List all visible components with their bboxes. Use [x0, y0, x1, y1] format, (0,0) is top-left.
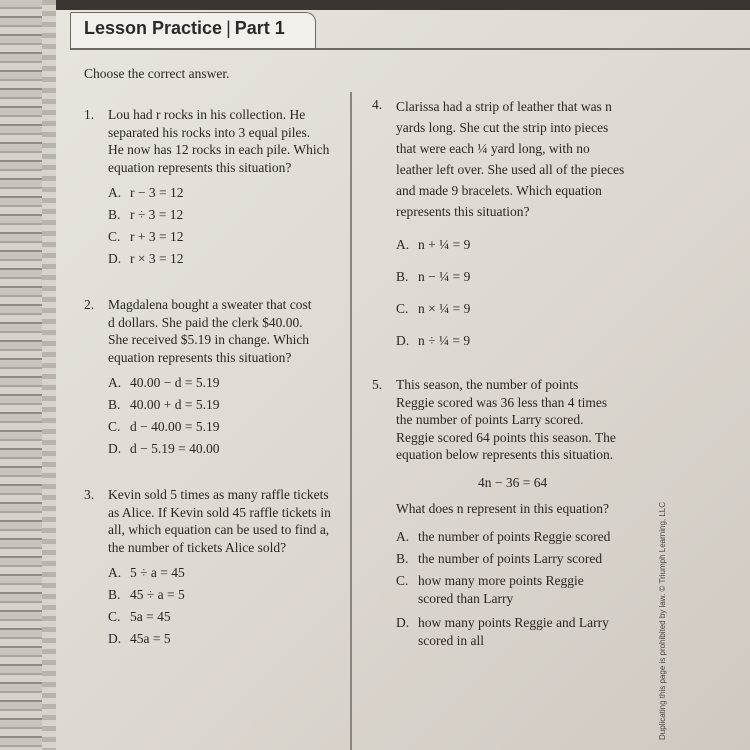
option-text: the number of points Reggie scored: [418, 529, 611, 544]
option-text: 40.00 + d = 5.19: [130, 397, 220, 412]
question-line: separated his rocks into 3 equal piles.: [108, 124, 311, 140]
question-line: equation represents this situation?: [108, 349, 292, 365]
question-prompt: What does n represent in this equation?: [396, 501, 609, 516]
option-text: d − 40.00 = 5.19: [130, 419, 220, 434]
option-text: n + ¼ = 9: [418, 237, 471, 252]
option-a[interactable]: [108, 374, 219, 396]
option-letter: C.: [108, 609, 121, 624]
answer-options: [396, 528, 610, 656]
question-line: all, which equation can be used to find a,: [108, 522, 330, 537]
option-d[interactable]: [396, 614, 610, 656]
question-number: 4.: [372, 97, 383, 112]
option-text: the number of points Larry scored: [418, 551, 603, 566]
question-line: He now has 12 rocks in each pile. Which: [108, 142, 330, 157]
title-separator: |: [226, 18, 231, 38]
option-letter: D.: [108, 631, 122, 646]
option-a[interactable]: [108, 564, 185, 586]
option-c[interactable]: [396, 572, 610, 614]
answer-options: [396, 236, 470, 364]
question-line: equation below represents this situation.: [396, 447, 614, 462]
option-letter: B.: [396, 551, 409, 566]
header-rule: [70, 48, 750, 50]
question-line: equation represents this situation?: [108, 159, 292, 175]
question-text: [108, 296, 312, 366]
option-c[interactable]: [396, 300, 470, 332]
option-text: d − 5.19 = 40.00: [130, 441, 220, 456]
question-line: the number of points Larry scored.: [396, 412, 584, 427]
option-letter: A.: [396, 529, 410, 544]
option-text: 45a = 5: [130, 631, 171, 646]
option-text-continued: scored in all: [418, 632, 484, 648]
instruction-text: Choose the correct answer.: [84, 66, 230, 81]
option-letter: A.: [108, 565, 122, 580]
option-letter: D.: [396, 333, 410, 348]
question-line: Magdalena bought a sweater that cost: [108, 297, 312, 312]
option-d[interactable]: [108, 440, 219, 462]
option-b[interactable]: [108, 586, 185, 608]
option-a[interactable]: [396, 528, 610, 550]
option-text: 5a = 45: [130, 609, 171, 624]
question-line: and made 9 bracelets. Which equation: [396, 183, 602, 198]
option-text: n − ¼ = 9: [418, 269, 471, 284]
option-b[interactable]: [396, 550, 610, 572]
answer-options: [108, 184, 183, 272]
question-line: Lou had r rocks in his collection. He: [108, 107, 306, 122]
option-text-continued: scored than Larry: [418, 590, 514, 606]
question-text: [108, 486, 331, 556]
question-line: d dollars. She paid the clerk $40.00.: [108, 314, 303, 330]
option-b[interactable]: [108, 206, 183, 228]
question-line: yards long. She cut the strip into pieces: [396, 120, 609, 135]
option-c[interactable]: [108, 608, 185, 630]
option-letter: A.: [108, 375, 122, 390]
answer-options: [108, 374, 219, 462]
option-text: 40.00 − d = 5.19: [130, 375, 220, 390]
question-line: Reggie scored was 36 less than 4 times: [396, 394, 608, 410]
option-letter: A.: [108, 185, 122, 200]
option-b[interactable]: [108, 396, 219, 418]
question-text: [396, 376, 616, 464]
binding-edge: [0, 0, 42, 750]
option-text: 5 ÷ a = 45: [130, 565, 185, 580]
question-number: 3.: [84, 487, 95, 502]
option-text: how many more points Reggie: [418, 573, 584, 588]
question-line: the number of tickets Alice sold?: [108, 539, 287, 555]
page-title: [84, 18, 285, 39]
option-letter: A.: [396, 237, 410, 252]
option-a[interactable]: [108, 184, 183, 206]
equation: 4n − 36 = 64: [478, 475, 548, 490]
question-line: Reggie scored 64 points this season. The: [396, 429, 616, 445]
option-text: r − 3 = 12: [130, 185, 184, 200]
option-a[interactable]: [396, 236, 470, 268]
question-text: [108, 106, 329, 176]
question-line: represents this situation?: [396, 204, 530, 219]
question-line: Clarissa had a strip of leather that was n: [396, 99, 612, 114]
option-d[interactable]: [108, 630, 185, 652]
question-line: This season, the number of points: [396, 377, 579, 392]
option-letter: C.: [396, 573, 409, 588]
option-d[interactable]: [108, 250, 183, 272]
question-line: that were each ¼ yard long, with no: [396, 141, 590, 156]
answer-options: [108, 564, 185, 652]
question-text: [396, 96, 624, 222]
question-number: 2.: [84, 297, 95, 312]
question-line: as Alice. If Kevin sold 45 raffle tickets in: [108, 504, 331, 520]
part-label: Part 1: [234, 18, 285, 38]
lesson-title: Lesson Practice: [84, 18, 223, 38]
option-letter: B.: [108, 587, 121, 602]
question-number: 1.: [84, 107, 95, 122]
question-line: She received $5.19 in change. Which: [108, 332, 310, 347]
option-letter: C.: [396, 301, 409, 316]
option-text: 45 ÷ a = 5: [130, 587, 185, 602]
option-text: r + 3 = 12: [130, 229, 184, 244]
option-b[interactable]: [396, 268, 470, 300]
option-text: r ÷ 3 = 12: [130, 207, 184, 222]
option-letter: C.: [108, 419, 121, 434]
option-letter: D.: [108, 441, 122, 456]
option-text: how many points Reggie and Larry: [418, 615, 609, 630]
option-letter: B.: [108, 207, 121, 222]
option-text: r × 3 = 12: [130, 251, 184, 266]
top-shadow: [56, 0, 750, 10]
copyright-notice: Duplicating this page is prohibited by law. © Triumph Learning, LLC: [658, 501, 667, 740]
option-text: n ÷ ¼ = 9: [418, 333, 471, 348]
option-c[interactable]: [108, 228, 183, 250]
option-c[interactable]: [108, 418, 219, 440]
option-letter: D.: [396, 615, 410, 630]
page-edge-stack: [42, 0, 56, 750]
option-letter: B.: [396, 269, 409, 284]
question-line: leather left over. She used all of the pieces: [396, 162, 625, 177]
option-letter: C.: [108, 229, 121, 244]
column-divider: [350, 92, 352, 750]
option-d[interactable]: [396, 332, 470, 364]
option-letter: B.: [108, 397, 121, 412]
question-line: Kevin sold 5 times as many raffle tickets: [108, 487, 329, 502]
question-number: 5.: [372, 377, 383, 392]
option-text: n × ¼ = 9: [418, 301, 471, 316]
option-letter: D.: [108, 251, 122, 266]
